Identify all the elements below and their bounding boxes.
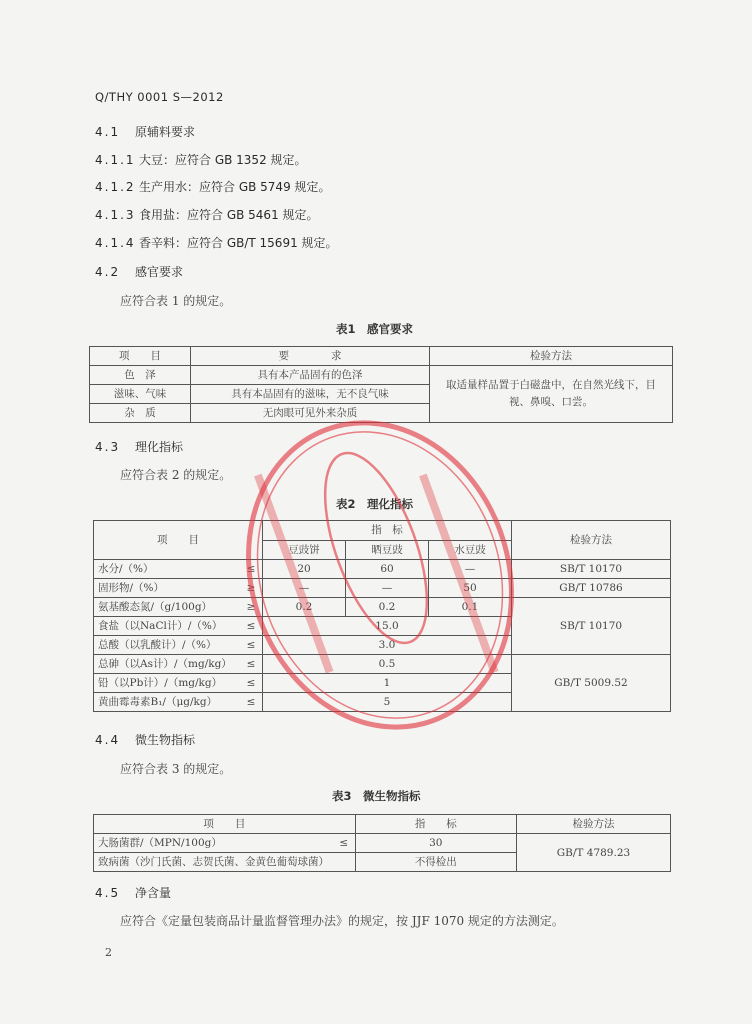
table1-row-item: 滋味、气味	[90, 385, 191, 404]
section-4-4-body: 应符合表 3 的规定。	[120, 762, 232, 776]
table1-row-req: 具有本品固有的滋味，无不良气味	[191, 385, 430, 404]
table2-row-symbol: ≤	[240, 560, 263, 579]
table3-header-item: 项 目	[94, 815, 356, 834]
clause-text: 大豆：应符合 GB 1352 规定。	[139, 153, 307, 167]
table2-cell: 0.2	[263, 598, 346, 617]
table2-cell: —	[429, 560, 512, 579]
clause-number: 4.1.3	[95, 208, 136, 222]
table2-row-symbol: ≤	[240, 674, 263, 693]
section-title: 净含量	[135, 886, 172, 900]
table2-cell: 60	[346, 560, 429, 579]
section-4-4	[95, 731, 195, 748]
table2-row-item: 黄曲霉毒素B₁/（μg/kg）	[94, 693, 241, 712]
table3-row-item: 大肠菌群/（MPN/100g）	[94, 834, 334, 853]
table2-merged-cell: 5	[263, 693, 512, 712]
section-number: 4.4	[95, 733, 121, 747]
section-title: 感官要求	[135, 265, 184, 279]
table2-cell: 0.2	[346, 598, 429, 617]
clause-text: 生产用水：应符合 GB 5749 规定。	[139, 180, 331, 194]
table1-header-req: 要 求	[191, 347, 430, 366]
table2-cell: 20	[263, 560, 346, 579]
table1-row-item: 杂 质	[90, 404, 191, 423]
table2-subheader: 豆豉饼	[263, 540, 346, 560]
table2-method: GB/T 5009.52	[512, 655, 671, 712]
table2-row-item: 总酸（以乳酸计）/（%）	[94, 636, 241, 655]
table2-cell: —	[263, 579, 346, 598]
table2-method: GB/T 10786	[512, 579, 671, 598]
table2-merged-cell: 0.5	[263, 655, 512, 674]
table3-caption: 表3 微生物指标	[332, 789, 421, 803]
clause-number: 4.1.2	[95, 180, 136, 194]
section-4-3	[95, 438, 183, 455]
table1-row-req: 具有本产品固有的色泽	[191, 366, 430, 385]
table1-header-method: 检验方法	[430, 347, 673, 366]
table2-subheader: 水豆豉	[429, 540, 512, 560]
table3-cell: 不得检出	[355, 853, 516, 872]
section-4-2	[95, 263, 183, 280]
clause-4-1-2	[95, 178, 331, 195]
section-title: 原辅料要求	[135, 125, 196, 139]
table2-row-symbol: ≤	[240, 617, 263, 636]
table2-header-method: 检验方法	[512, 521, 671, 560]
clause-4-1-1	[95, 151, 307, 168]
section-4-5	[95, 884, 171, 901]
table2-row-item: 铅（以Pb计）/（mg/kg）	[94, 674, 241, 693]
table1-caption: 表1 感官要求	[336, 322, 414, 336]
table2-row-symbol: ≥	[240, 598, 263, 617]
table2-cell: —	[346, 579, 429, 598]
table1-header-item: 项 目	[90, 347, 191, 366]
table2-header-item: 项 目	[94, 521, 263, 560]
table3-row-symbol	[333, 853, 355, 872]
table2-row-item: 水分/（%）	[94, 560, 241, 579]
table2-subheader: 晒豆豉	[346, 540, 429, 560]
table2-merged-cell: 1	[263, 674, 512, 693]
table-sensory	[89, 346, 673, 423]
table1-row-req: 无肉眼可见外来杂质	[191, 404, 430, 423]
clause-number: 4.1.1	[95, 153, 136, 167]
table2-caption: 表2 理化指标	[336, 497, 414, 511]
table1-row-item: 色 泽	[90, 366, 191, 385]
table2-row-item: 氨基酸态氮/（g/100g）	[94, 598, 241, 617]
section-title: 理化指标	[135, 440, 184, 454]
document-code: Q/THY 0001 S—2012	[95, 90, 224, 104]
table3-row-symbol: ≤	[333, 834, 355, 853]
section-4-3-body: 应符合表 2 的规定。	[120, 468, 232, 482]
section-number: 4.5	[95, 886, 121, 900]
table2-row-item: 固形物/（%）	[94, 579, 241, 598]
clause-text: 香辛料：应符合 GB/T 15691 规定。	[139, 236, 338, 250]
table3-method: GB/T 4789.23	[516, 834, 670, 872]
table3-cell: 30	[355, 834, 516, 853]
table2-row-symbol: ≤	[240, 693, 263, 712]
table3-row-item: 致病菌（沙门氏菌、志贺氏菌、金黄色葡萄球菌）	[94, 853, 334, 872]
table2-method: SB/T 10170	[512, 598, 671, 655]
clause-4-1-4	[95, 234, 338, 251]
table2-merged-cell: 3.0	[263, 636, 512, 655]
section-4-1	[95, 123, 195, 140]
table2-method: SB/T 10170	[512, 560, 671, 579]
table3-header-index: 指 标	[355, 815, 516, 834]
clause-number: 4.1.4	[95, 236, 136, 250]
table2-merged-cell: 15.0	[263, 617, 512, 636]
table-physicochemical	[93, 520, 671, 712]
table2-row-symbol: ≤	[240, 636, 263, 655]
table2-row-item: 总砷（以As计）/（mg/kg）	[94, 655, 241, 674]
clause-4-1-3	[95, 206, 319, 223]
page-number: 2	[105, 946, 112, 959]
table-microbiology	[93, 814, 671, 872]
section-number: 4.1	[95, 125, 121, 139]
table1-method: 取适量样品置于白磁盘中，在自然光线下，目视、鼻嗅、口尝。	[430, 366, 673, 423]
section-4-5-body: 应符合《定量包装商品计量监督管理办法》的规定，按 JJF 1070 规定的方法测定。	[120, 914, 564, 928]
section-number: 4.3	[95, 440, 121, 454]
table2-cell: 50	[429, 579, 512, 598]
table2-row-symbol: ≤	[240, 655, 263, 674]
section-number: 4.2	[95, 265, 121, 279]
table2-header-index: 指 标	[263, 521, 512, 541]
section-4-2-body: 应符合表 1 的规定。	[120, 294, 232, 308]
table2-row-symbol: ≥	[240, 579, 263, 598]
section-title: 微生物指标	[135, 733, 196, 747]
table2-cell: 0.1	[429, 598, 512, 617]
clause-text: 食用盐：应符合 GB 5461 规定。	[139, 208, 319, 222]
table2-row-item: 食盐（以NaCl计）/（%）	[94, 617, 241, 636]
table3-header-method: 检验方法	[516, 815, 670, 834]
